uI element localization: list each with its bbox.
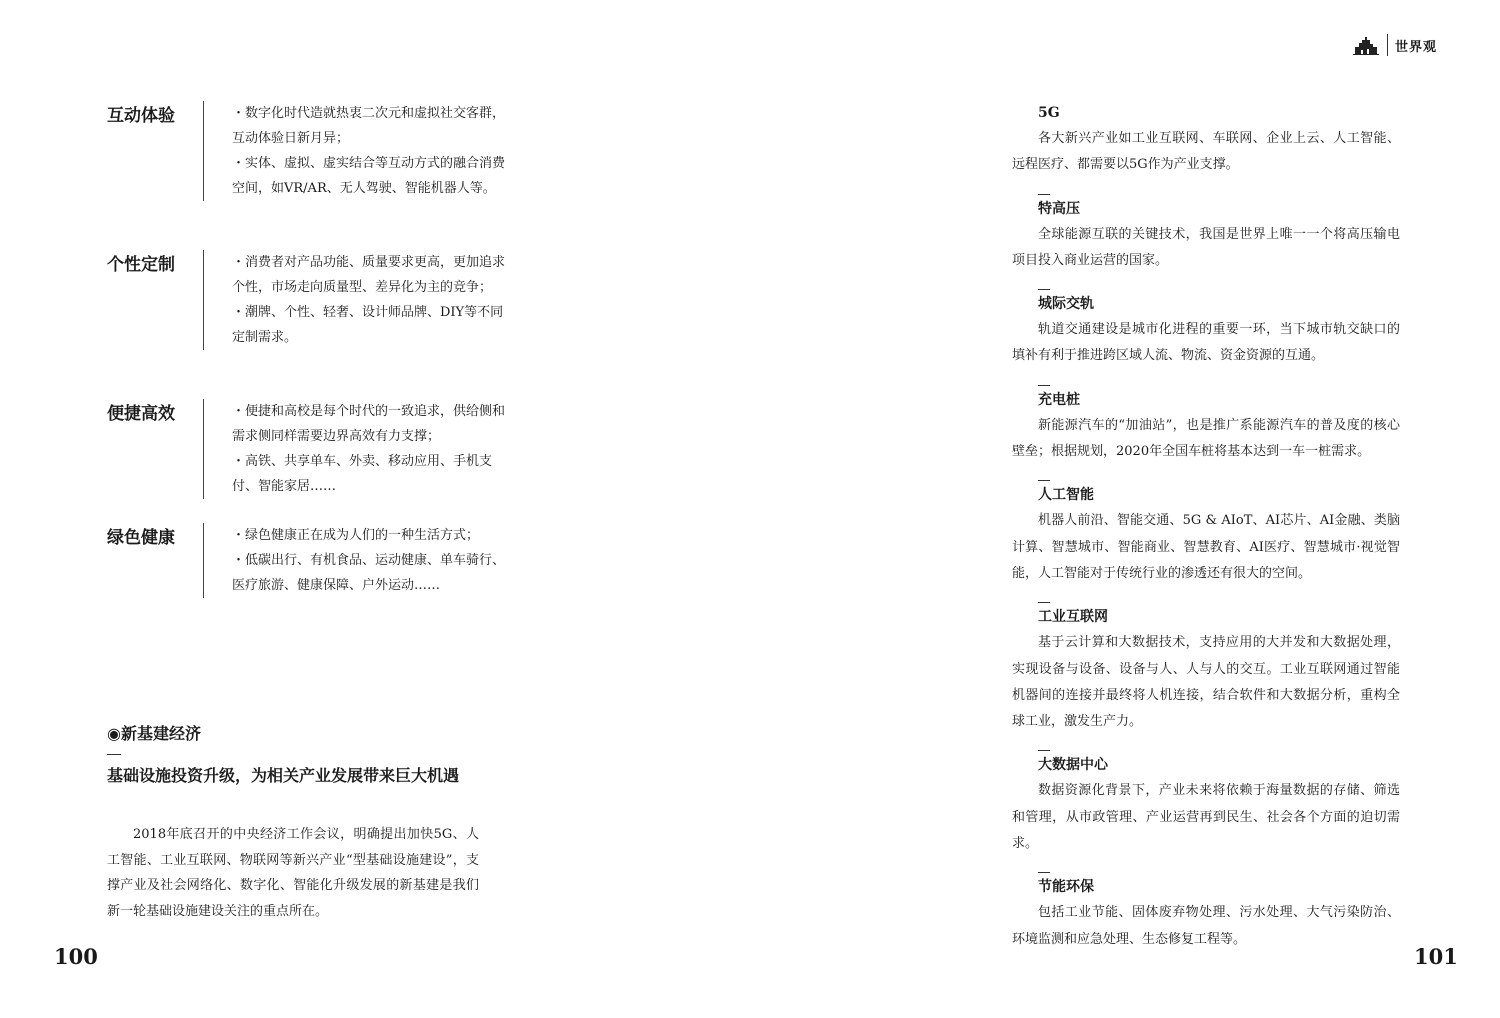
- feature-point: ・便捷和高校是每个时代的一致追求，供给侧和需求侧同样需要边界高效有力支撑；: [232, 404, 506, 444]
- item-text: 数据资源化背景下，产业未来将依赖于海量数据的存储、筛选和管理，从市政管理、产业运营再到民生、社会各个方面的迫切需求。: [1012, 783, 1400, 852]
- item-text: 全球能源互联的关键技术，我国是世界上唯一一个将高压输电项目投入商业运营的国家。: [1012, 226, 1400, 268]
- feature-point: ・数字化时代造就热衷二次元和虚拟社交客群，互动体验日新月异；: [232, 106, 506, 146]
- page-number-left: 100: [54, 944, 98, 969]
- section-divider: [107, 754, 121, 755]
- new-infrastructure-section: [107, 722, 479, 924]
- item-divider: [1038, 750, 1050, 751]
- list-item: [1012, 194, 1400, 275]
- item-divider: [1038, 289, 1050, 290]
- section-heading: ◉新基建经济: [107, 724, 201, 743]
- feature-point: ・实体、虚拟、虚实结合等互动方式的融合消费空间，如VR/AR、无人驾驶、智能机器人等。: [232, 156, 506, 196]
- list-item: [1012, 289, 1400, 370]
- feature-point: ・绿色健康正在成为人们的一种生活方式；: [232, 528, 480, 543]
- feature-point: ・高铁、共享单车、外卖、移动应用、手机支付、智能家居……: [232, 454, 493, 494]
- header-divider: [1387, 34, 1388, 56]
- item-divider: [1038, 480, 1050, 481]
- item-title: 人工智能: [1038, 487, 1094, 504]
- item-text: 轨道交通建设是城市化进程的重要一环，当下城市轨交缺口的填补有利于推进跨区域人流、物流、资金资源的互通。: [1012, 322, 1400, 364]
- list-item: [1012, 101, 1400, 179]
- running-header: [1352, 32, 1462, 58]
- list-item: [1012, 602, 1400, 735]
- item-title: 充电桩: [1038, 391, 1080, 408]
- building-logo-icon: [1352, 34, 1380, 56]
- item-title: 大数据中心: [1038, 757, 1108, 774]
- feature-point: ・消费者对产品功能、质量要求更高，更加追求个性，市场走向质量型、差异化为主的竞争；: [232, 255, 506, 295]
- item-text: 基于云计算和大数据技术，支持应用的大并发和大数据处理，实现设备与设备、设备与人、人与人的交互。工业互联网通过智能机器间的连接并最终将人机连接，结合软件和大数据分析，重构全球工业，激发生产力。: [1012, 635, 1400, 730]
- list-item: [1012, 872, 1400, 953]
- item-title: 节能环保: [1038, 879, 1094, 896]
- item-divider: [1038, 872, 1050, 873]
- item-divider: [1038, 602, 1050, 603]
- feature-body: [203, 101, 507, 201]
- item-divider: [1038, 385, 1050, 386]
- feature-body: [203, 250, 507, 350]
- item-title: 特高压: [1038, 200, 1080, 217]
- section-subheading: 基础设施投资升级，为相关产业发展带来巨大机遇: [107, 766, 460, 785]
- list-item: [1012, 480, 1400, 587]
- feature-title: 便捷高效: [107, 404, 175, 424]
- item-text: 各大新兴产业如工业互联网、车联网、企业上云、人工智能、远程医疗、都需要以5G作为产业支撑。: [1012, 131, 1400, 173]
- feature-title: 个性定制: [107, 255, 175, 275]
- list-item: [1012, 385, 1400, 466]
- feature-body: [203, 399, 507, 499]
- item-divider: [1038, 194, 1050, 195]
- item-title: 5G: [1038, 105, 1060, 121]
- feature-point: ・低碳出行、有机食品、运动健康、单车骑行、医疗旅游、健康保障、户外运动……: [232, 553, 506, 593]
- item-title: 工业互联网: [1038, 609, 1108, 626]
- infrastructure-items: [1012, 101, 1400, 953]
- item-text: 新能源汽车的“加油站”，也是推广系能源汽车的普及度的核心壁垒；根据规划，2020年全国车桩将基本达到一车一桩需求。: [1012, 417, 1400, 460]
- feature-body: [203, 523, 507, 598]
- list-item: [1012, 750, 1400, 857]
- feature-point: ・潮牌、个性、轻奢、设计师品牌、DIY等不同定制需求。: [232, 305, 504, 345]
- feature-title: 互动体验: [107, 106, 175, 126]
- page-number-right: 101: [1414, 944, 1458, 969]
- section-paragraph: 2018年底召开的中央经济工作会议，明确提出加快5G、人工智能、工业互联网、物联网等新兴产业“型基础设施建设”，支撑产业及社会网络化、数字化、智能化升级发展的新基建是我们新一轮基础设施建设关注的重点所在。: [107, 827, 479, 919]
- item-text: 机器人前沿、智能交通、5G & AIoT、AI芯片、AI金融、类脑计算、智慧城市、智能商业、智慧教育、AI医疗、智慧城市·视觉智能，人工智能对于传统行业的渗透还有很大的空间。: [1012, 513, 1400, 581]
- feature-title: 绿色健康: [107, 528, 175, 548]
- item-title: 城际交轨: [1038, 296, 1094, 313]
- header-title: 世界观: [1395, 39, 1438, 55]
- item-text: 包括工业节能、固体废弃物处理、污水处理、大气污染防治、环境监测和应急处理、生态修复工程等。: [1012, 905, 1400, 947]
